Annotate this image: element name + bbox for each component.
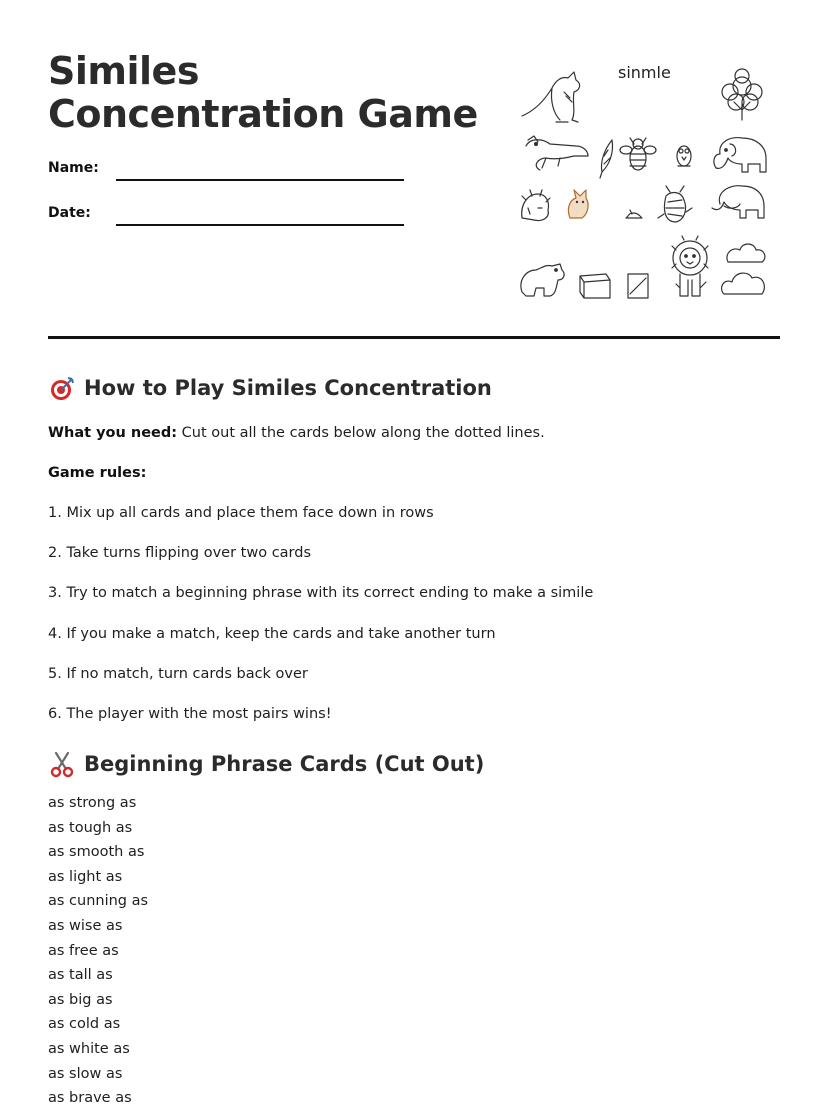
how-to-play-heading	[48, 374, 492, 402]
list-item: as smooth as	[48, 844, 145, 861]
target-icon	[48, 374, 76, 402]
list-item: as cunning as	[48, 893, 149, 910]
cloud-icon	[722, 244, 765, 294]
list-item: as wise as	[48, 917, 123, 934]
box-icon	[580, 274, 610, 298]
snail-icon	[626, 210, 642, 218]
fox-icon	[568, 190, 588, 218]
lion-icon	[672, 236, 708, 296]
name-line[interactable]	[116, 179, 404, 181]
what-you-need-label: What you need:	[48, 425, 178, 441]
polar-bear-icon	[521, 264, 564, 296]
zebra-icon	[658, 186, 692, 222]
what-you-need-line	[48, 425, 545, 441]
game-rules-label-text: Game rules:	[48, 465, 147, 481]
list-item: as free as	[48, 942, 119, 959]
list-item: 2. Take turns flipping over two cards	[48, 545, 312, 562]
list-item: as white as	[48, 1040, 130, 1057]
bee-icon	[620, 138, 656, 170]
page-title: Similes Concentration Game	[48, 49, 478, 136]
illustration-label: sinmle	[618, 63, 671, 82]
header-divider	[48, 336, 780, 339]
how-to-play-title: How to Play Similes Concentration	[84, 376, 492, 400]
list-item: as brave as	[48, 1090, 132, 1107]
list-item: 5. If no match, turn cards back over	[48, 665, 308, 682]
scissors-icon	[48, 750, 76, 778]
list-item: as slow as	[48, 1065, 123, 1082]
list-item: as tough as	[48, 819, 133, 836]
list-item: 4. If you make a match, keep the cards and take another turn	[48, 625, 496, 642]
list-item: as big as	[48, 991, 113, 1008]
crocodile-icon	[526, 136, 588, 170]
elephant-icon	[714, 138, 766, 172]
game-rules-list	[48, 505, 593, 746]
beginning-cards-title: Beginning Phrase Cards (Cut Out)	[84, 752, 485, 776]
owl-icon	[677, 146, 691, 166]
date-label: Date:	[48, 205, 91, 221]
list-item: as strong as	[48, 795, 137, 811]
beginning-cards-heading	[48, 750, 484, 778]
list-item: as cold as	[48, 1016, 121, 1033]
beginning-phrase-list	[48, 795, 148, 1115]
game-rules-label	[48, 465, 146, 481]
feather-icon	[600, 140, 613, 178]
list-item: 6. The player with the most pairs wins!	[48, 705, 332, 722]
what-you-need-text: Cut out all the cards below along the dotted lines.	[177, 425, 545, 441]
simile-illustration	[516, 58, 772, 310]
list-item: 1. Mix up all cards and place them face down in rows	[48, 505, 434, 521]
hedgehog-icon	[522, 190, 550, 221]
tree-icon	[722, 69, 762, 120]
mammoth-icon	[712, 186, 764, 218]
kangaroo-icon	[522, 72, 580, 122]
list-item: 3. Try to match a beginning phrase with its correct ending to make a simile	[48, 585, 594, 602]
paper-icon	[628, 274, 648, 298]
list-item: as tall as	[48, 967, 113, 984]
list-item: as light as	[48, 868, 123, 885]
date-line[interactable]	[116, 224, 404, 226]
name-label: Name:	[48, 160, 99, 176]
